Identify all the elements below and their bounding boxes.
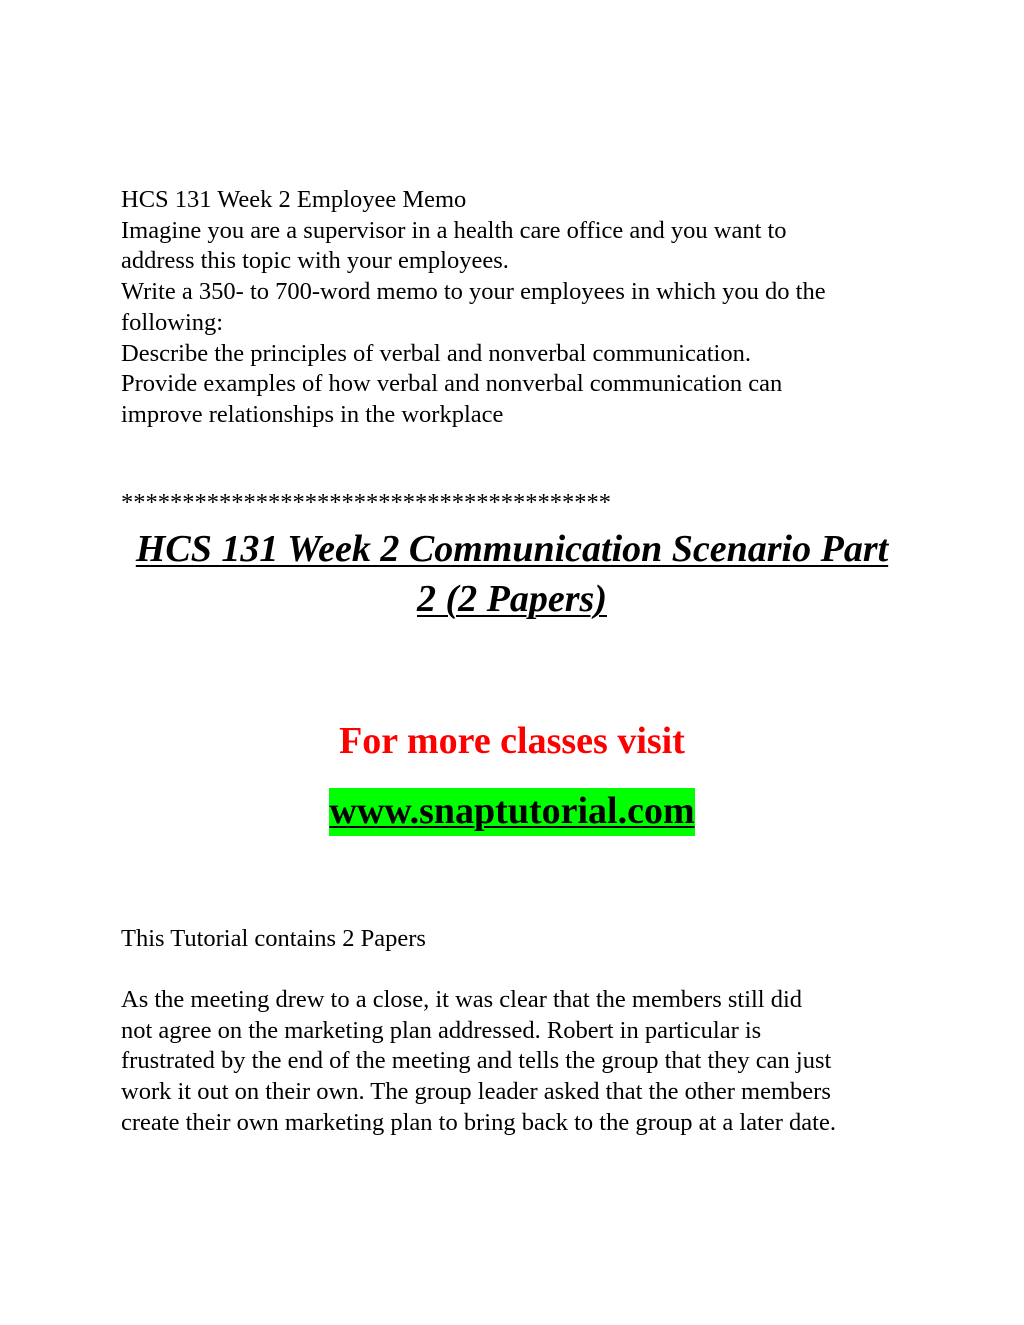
tutorial-info: This Tutorial contains 2 Papers: [121, 925, 426, 952]
heading-line-1: HCS 131 Week 2 Communication Scenario Part: [135, 528, 889, 570]
intro-line: improve relationships in the workplace: [121, 400, 504, 428]
section-heading: [100, 524, 924, 624]
heading-line-2: 2 (2 Papers): [417, 578, 607, 620]
paragraph-line: As the meeting drew to a close, it was clear that the members still did: [121, 986, 803, 1013]
paragraph-line: work it out on their own. The group leader asked that the other members: [121, 1078, 831, 1106]
intro-line: Write a 350- to 700-word memo to your employees in which you do the: [121, 278, 826, 306]
intro-line: following:: [121, 308, 224, 336]
intro-line-title: HCS 131 Week 2 Employee Memo: [121, 186, 467, 213]
paragraph-line: create their own marketing plan to bring back to the group at a later date.: [121, 1108, 836, 1136]
intro-line: Describe the principles of verbal and nonverbal communication.: [121, 339, 751, 367]
paragraph-line: frustrated by the end of the meeting and tells the group that they can just: [121, 1047, 832, 1075]
link-container: [0, 788, 1024, 836]
paragraph-line: not agree on the marketing plan addressed. Robert in particular is: [121, 1016, 762, 1044]
intro-line: Provide examples of how verbal and nonverbal communication can: [121, 370, 783, 398]
asterisk-separator: ****************************************: [121, 489, 611, 516]
promo-text: For more classes visit: [339, 720, 685, 762]
scenario-paragraph: [121, 985, 921, 1139]
assignment-intro: [121, 185, 921, 431]
intro-line: address this topic with your employees.: [121, 247, 509, 275]
website-link[interactable]: www.snaptutorial.com: [329, 788, 694, 836]
intro-line: Imagine you are a supervisor in a health care office and you want to: [121, 216, 787, 244]
